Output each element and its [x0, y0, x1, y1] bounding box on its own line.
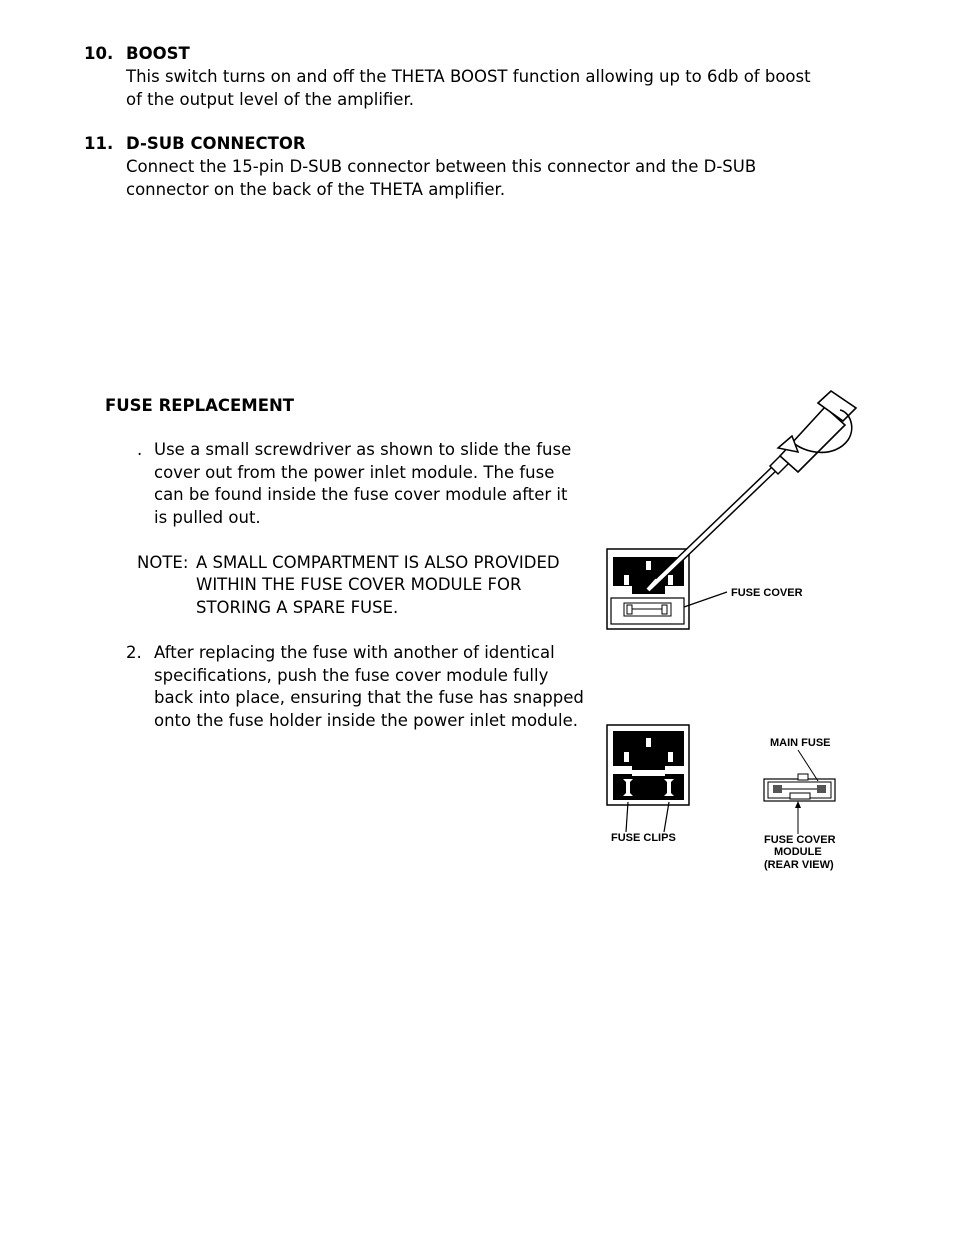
fuse-cover-label: FUSE COVER: [731, 587, 803, 599]
module-label-line: MODULE: [774, 846, 822, 858]
note-line: A SMALL COMPARTMENT IS ALSO PROVIDED: [196, 553, 560, 572]
section-heading: D-SUB CONNECTOR: [126, 134, 306, 153]
module-label-line: (REAR VIEW): [764, 859, 834, 871]
step-line: cover out from the power inlet module. The fuse: [154, 463, 555, 482]
body-line: of the output level of the amplifier.: [126, 90, 414, 109]
step-line: specifications, push the fuse cover module fully: [154, 666, 549, 685]
section-number: 11.: [84, 134, 114, 153]
step-line: onto the fuse holder inside the power inlet module.: [154, 711, 578, 730]
body-line: This switch turns on and off the THETA BOOST function allowing up to 6db of boost: [126, 67, 811, 86]
main-fuse-label: MAIN FUSE: [770, 737, 831, 749]
fuse-cover-leader: [684, 592, 727, 607]
fuse-cover-module-figure: [764, 750, 835, 834]
fuse-clips-label: FUSE CLIPS: [611, 832, 676, 844]
note-line: WITHIN THE FUSE COVER MODULE FOR: [196, 575, 522, 594]
fuse-heading: FUSE REPLACEMENT: [105, 396, 295, 415]
section-number: 10.: [84, 44, 114, 63]
fuse-clips-figure: [607, 725, 689, 832]
section-heading: BOOST: [126, 44, 190, 63]
body-line: connector on the back of the THETA amplifier.: [126, 180, 506, 199]
step-marker: .: [137, 440, 143, 459]
body-line: Connect the 15-pin D-SUB connector between this connector and the D-SUB: [126, 157, 757, 176]
step-line: Use a small screwdriver as shown to slide the fuse: [154, 440, 572, 459]
step-line: can be found inside the fuse cover module after it: [154, 485, 568, 504]
screwdriver-icon: [648, 391, 856, 590]
module-label-line: FUSE COVER: [764, 834, 836, 846]
step-line: is pulled out.: [154, 508, 261, 527]
step-line: back into place, ensuring that the fuse has snapped: [154, 688, 584, 707]
note-line: STORING A SPARE FUSE.: [196, 598, 399, 617]
note-prefix: NOTE:: [137, 553, 189, 572]
step-marker: 2.: [126, 643, 142, 662]
step-line: After replacing the fuse with another of identical: [154, 643, 555, 662]
